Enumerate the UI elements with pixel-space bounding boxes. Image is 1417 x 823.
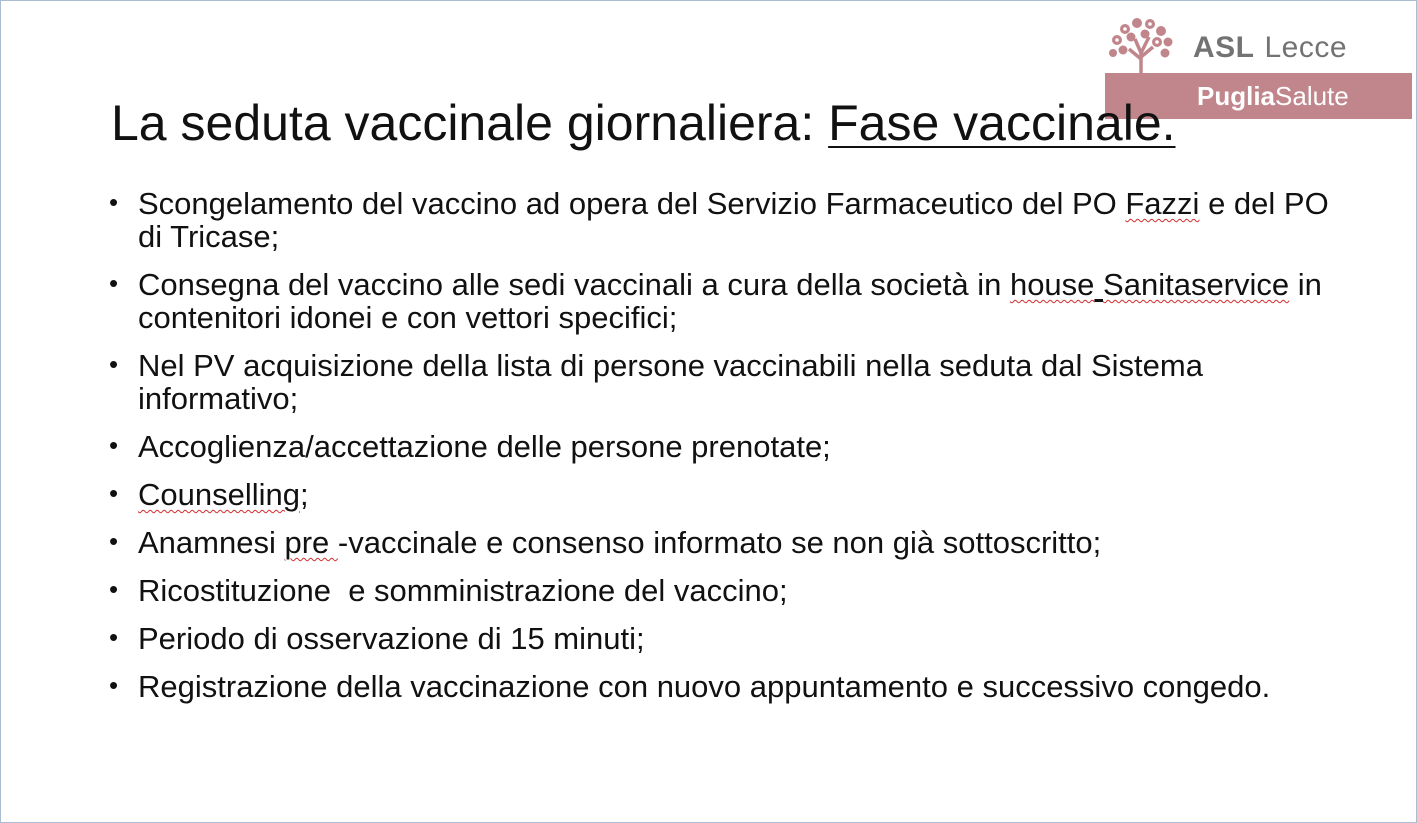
- bullet-text: -vaccinale e consenso informato se non già sottoscritto;: [337, 525, 1102, 560]
- logo-band-text: [1197, 81, 1349, 112]
- title-main: La seduta vaccinale giornaliera:: [111, 95, 829, 151]
- bullet-text: Accoglienza/accettazione delle persone prenotate;: [138, 429, 831, 464]
- bullet-text: Anamnesi: [138, 525, 285, 560]
- bullet-item: [109, 430, 1339, 463]
- logo-band-bold: Puglia: [1197, 81, 1276, 111]
- bullet-item: [109, 574, 1339, 607]
- bullet-text: Nel PV acquisizione della lista di persone vaccinabili nella seduta dal Sistema informativo;: [138, 348, 1203, 416]
- bullet-list: [109, 187, 1339, 718]
- bullet-text: e del PO di Tricase;: [138, 186, 1329, 254]
- bullet-item: [109, 349, 1339, 415]
- spellcheck-word: Counselling: [138, 477, 300, 512]
- bullet-text: Periodo di osservazione di 15 minuti;: [138, 621, 645, 656]
- bullet-item: [109, 187, 1339, 253]
- slide-title: [111, 93, 1176, 153]
- bullet-text: Consegna del vaccino alle sedi vaccinali a cura della società in: [138, 267, 1010, 302]
- logo-asl-text: [1193, 31, 1347, 65]
- spellcheck-word: house: [1009, 267, 1095, 302]
- bullet-text: Registrazione della vaccinazione con nuovo appuntamento e successivo congedo.: [138, 669, 1271, 704]
- bullet-item: [109, 622, 1339, 655]
- bullet-text: Scongelamento del vaccino ad opera del Servizio Farmaceutico del PO: [138, 186, 1126, 221]
- bullet-item: [109, 670, 1339, 703]
- logo-band-rest: Salute: [1275, 81, 1349, 111]
- bullet-item: [109, 268, 1339, 334]
- bullet-text: Ricostituzione e somministrazione del vaccino;: [138, 573, 788, 608]
- title-underlined: Fase vaccinale.: [828, 95, 1176, 151]
- bullet-item: [109, 478, 1339, 511]
- logo-asl-city: Lecce: [1264, 31, 1348, 64]
- bullet-space: [1094, 267, 1103, 302]
- logo-asl-bold: ASL: [1193, 31, 1255, 64]
- bullet-text: ;: [300, 477, 309, 512]
- bullet-item: [109, 526, 1339, 559]
- spellcheck-word: pre: [284, 525, 338, 560]
- tree-icon: [1105, 15, 1177, 77]
- spellcheck-word: Fazzi: [1125, 186, 1200, 221]
- spellcheck-word: Sanitaservice: [1103, 267, 1290, 302]
- bullet-text: in contenitori idonei e con vettori specifici;: [138, 267, 1322, 335]
